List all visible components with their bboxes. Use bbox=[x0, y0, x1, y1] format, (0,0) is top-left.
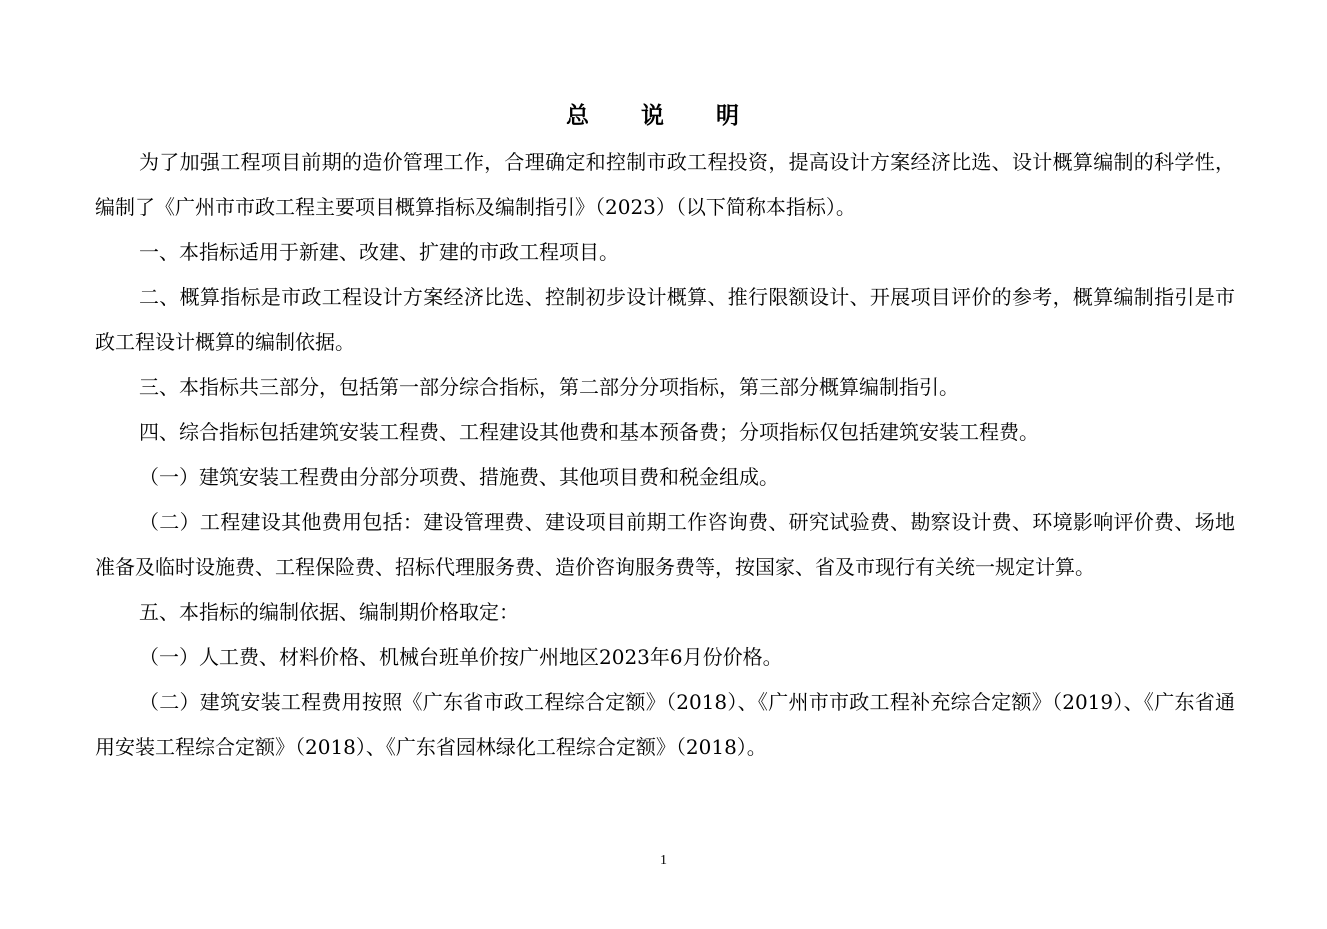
paragraph-scope: 一、本指标适用于新建、改建、扩建的市政工程项目。 bbox=[139, 240, 619, 264]
paragraph-installation-cost: （一）建筑安装工程费由分部分项费、措施费、其他项目费和税金组成。 bbox=[139, 465, 779, 489]
paragraph-price-basis: （一）人工费、材料价格、机械台班单价按广州地区2023年6月份价格。 bbox=[139, 645, 783, 669]
paragraph-structure: 三、本指标共三部分，包括第一部分综合指标，第二部分分项指标，第三部分概算编制指引。 bbox=[139, 375, 959, 399]
paragraph-basis-heading: 五、本指标的编制依据、编制期价格取定： bbox=[139, 600, 519, 624]
paragraph-other-costs: （二）工程建设其他费用包括：建设管理费、建设项目前期工作咨询费、研究试验费、勘察设计费、环境影响评价费、场地准备及临时设施费、工程保险费、招标代理服务费、造价咨询服务费等，按国家、省及市现行有关统一规定计算。 bbox=[95, 510, 1235, 579]
paragraph-quota-basis: （二）建筑安装工程费用按照《广东省市政工程综合定额》（2018）、《广州市市政工程补充综合定额》（2019）、《广东省通用安装工程综合定额》（2018）、《广东省园林绿化工程综合定额》（2018）。 bbox=[95, 690, 1235, 759]
paragraph-intro: 为了加强工程项目前期的造价管理工作，合理确定和控制市政工程投资，提高设计方案经济比选、设计概算编制的科学性，编制了《广州市市政工程主要项目概算指标及编制指引》（2023）（以下简称本指标）。 bbox=[95, 150, 1235, 219]
paragraph-composition: 四、综合指标包括建筑安装工程费、工程建设其他费和基本预备费；分项指标仅包括建筑安装工程费。 bbox=[139, 420, 1039, 444]
paragraph-purpose: 二、概算指标是市政工程设计方案经济比选、控制初步设计概算、推行限额设计、开展项目评价的参考，概算编制指引是市政工程设计概算的编制依据。 bbox=[95, 285, 1235, 354]
page-title: 总 说 明 bbox=[565, 103, 761, 129]
page-number: 1 bbox=[660, 853, 667, 868]
document-body bbox=[95, 140, 1235, 770]
